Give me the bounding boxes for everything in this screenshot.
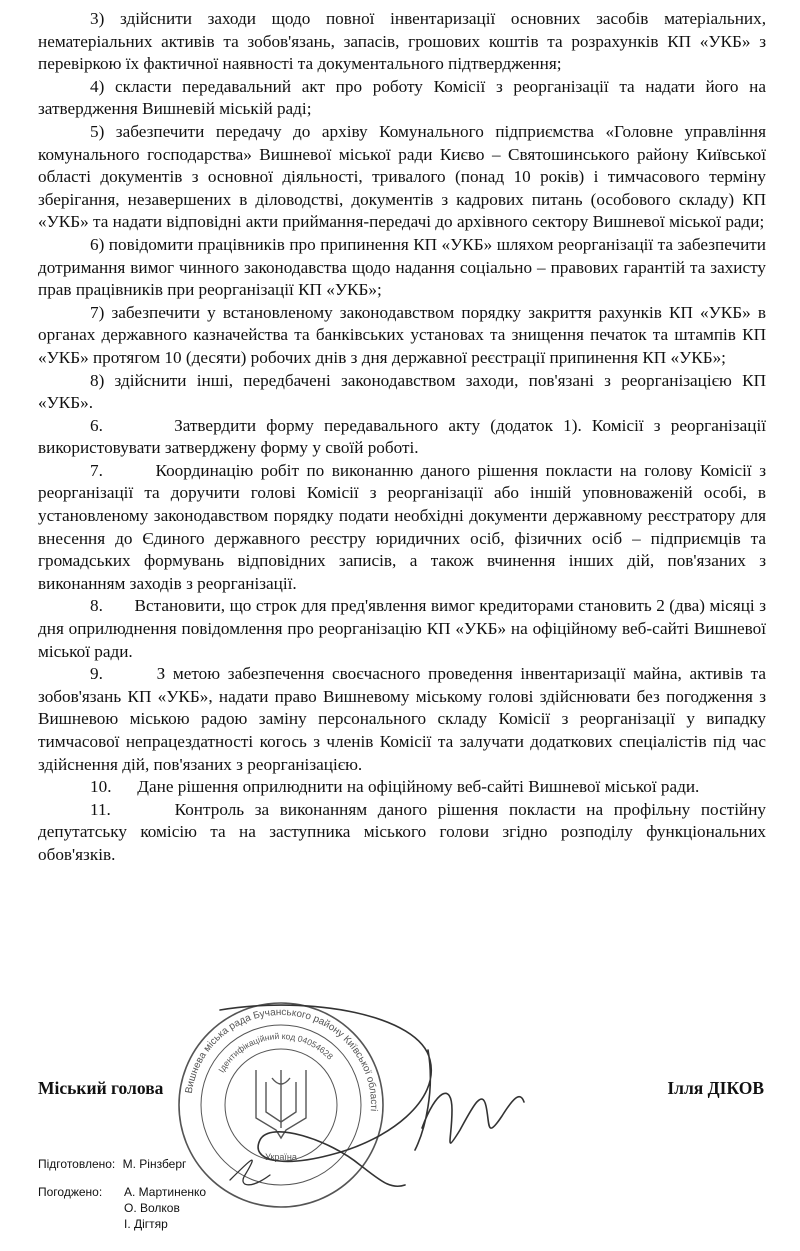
paragraph-clause-9: 9. З метою забезпечення своєчасного проведення інвентаризації майна, активів та зобов'язань КП «УКБ», надати право Вишневому міському голові здійснювати без погодження з Вишневою міською радою заміну персонального складу Комісії з реорганізації у випадку тимчасової непрацездатності когось з членів Комісії та залучати додаткових спеціалістів під час здійснення дій, пов'язаних з реорганізацією. [38, 664, 766, 774]
agreed-by [38, 1184, 207, 1231]
paragraph-clause-7: 7. Координацію робіт по виконанню даного рішення покласти на голову Комісії з реорганізації та доручити голові Комісії з реорганізації або іншій уповноваженій особі, в установленому законодавством порядку подати необхідні документи державному реєстратору для внесення до Єдиного державного реєстру юридичних осіб, фізичних осіб – підприємців та громадських формувань відповідних записів, а також вчинення інших дій, пов'язаних з виконанням заходів з реорганізації. [38, 460, 766, 593]
stamp-inner-text: Україна [265, 1152, 297, 1162]
paragraph-item-3: 3) здійснити заходи щодо повної інвентаризації основних засобів матеріальних, нематеріальних активів та зобов'язань, запасів, грошових коштів та розрахунків КП «УКБ» з перевіркою їх фактичної наявності та документального підтвердження; [38, 9, 766, 74]
paragraph-clause-10: 10. Дане рішення оприлюднити на офіційному веб-сайті Вишневої міської ради. [90, 777, 700, 797]
paragraph-clause-6: 6. Затвердити форму передавального акту (додаток 1). Комісії з реорганізації використовувати затверджену форму у своїй роботі. [38, 415, 766, 458]
prepared-label: Підготовлено: [38, 1157, 116, 1171]
prepared-name: М. Рінзберг [122, 1157, 187, 1171]
agreed-name: І. Дігтяр [124, 1217, 168, 1231]
paragraph-item-8: 8) здійснити інші, передбачені законодавством заходи, пов'язані з реорганізацією КП «УКБ». [38, 370, 766, 413]
agreed-name: О. Волков [124, 1201, 180, 1215]
signatory-position: Міський голова [38, 1078, 164, 1098]
stamp-outer-text: Вишнева міська рада Бучанського району Київської області [183, 1006, 380, 1112]
stamp-code-text: Ідентифікаційний код 04054628 [216, 1030, 336, 1075]
agreed-name: А. Мартиненко [124, 1185, 207, 1199]
paragraph-item-4: 4) скласти передавальний акт про роботу Комісії з реорганізації та надати його на затвердження Вишневій міській раді; [38, 76, 766, 119]
agreed-label: Погоджено: [38, 1185, 103, 1199]
paragraph-item-7: 7) забезпечити у встановленому законодавством порядку закриття рахунків КП «УКБ» в органах державного казначейства та банківських установах та знищення печаток та штампів КП «УКБ» протягом 10 (десяти) робочих днів з дня державної реєстрації припинення КП «УКБ»; [38, 302, 766, 367]
handwritten-signature [190, 990, 570, 1200]
paragraph-clause-11: 11. Контроль за виконанням даного рішення покласти на профільну постійну депутатську комісію та на заступника міського голови згідно розподілу функціональних обов'язків. [38, 799, 766, 864]
paragraph-item-5: 5) забезпечити передачу до архіву Комунального підприємства «Головне управління комунального господарства» Вишневої міської ради Києво – Святошинського району Київської області документів з основної діяльності, тривалого (понад 10 років) і тимчасового терміну зберігання, незавершених в діловодстві, документів з кадрових питань (особового складу) КП «УКБ» та надати відповідні акти приймання-передачі до архівного сектору Вишневої міської ради; [38, 121, 766, 232]
decision-body [38, 8, 766, 867]
paragraph-clause-8: 8. Встановити, що строк для пред'явлення вимог кредиторами становить 2 (два) місяці з дня оприлюднення повідомлення про реорганізацію КП «УКБ» на офіційному веб-сайті Вишневої міської ради. [38, 596, 766, 661]
prepared-by [38, 1157, 186, 1171]
paragraph-item-6: 6) повідомити працівників про припинення КП «УКБ» шляхом реорганізації та забезпечити дотримання вимог чинного законодавства щодо надання соціально – правових гарантій та захисту прав працівників при реорганізації КП «УКБ»; [38, 234, 766, 300]
signatory-name: Ілля ДІКОВ [667, 1078, 764, 1098]
agreed-names [124, 1184, 206, 1232]
